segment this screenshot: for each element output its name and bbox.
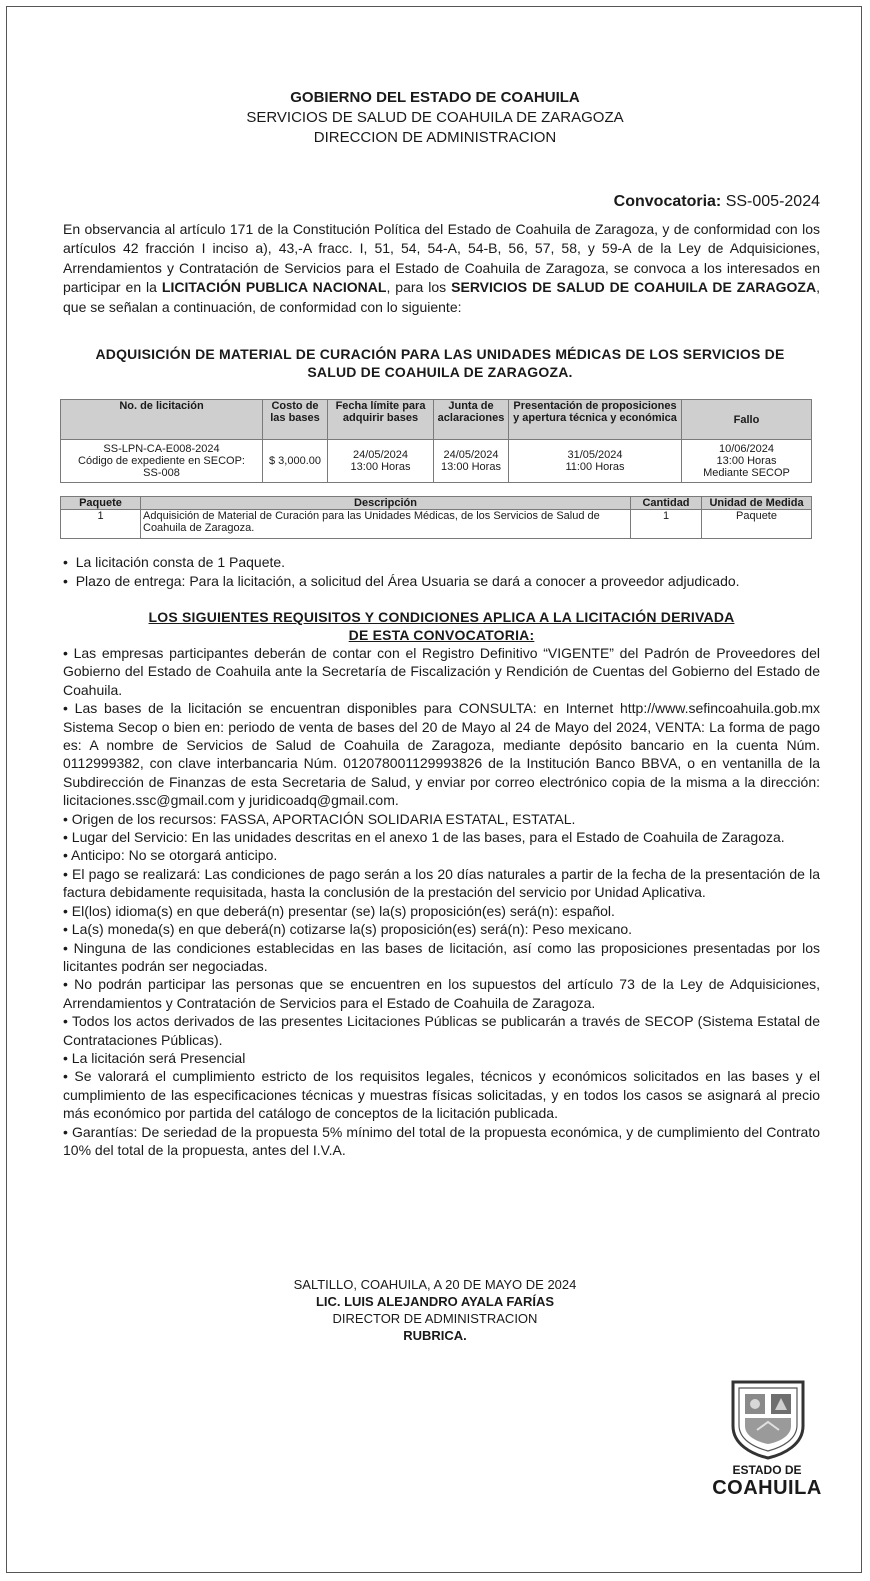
col-fallo: Fallo	[682, 400, 812, 440]
header-health-services: SERVICIOS DE SALUD DE COAHUILA DE ZARAGOZA	[246, 109, 624, 126]
signature-block	[0, 1276, 870, 1344]
col-presentacion: Presentación de proposiciones y apertura técnica y económica	[509, 400, 682, 440]
licitacion-number: SS-LPN-CA-E008-2024	[103, 443, 220, 455]
header-administration: DIRECCION DE ADMINISTRACION	[313, 129, 557, 146]
convocatoria	[614, 193, 820, 211]
signature-rubrica: RUBRICA.	[403, 1328, 467, 1343]
signature-position: DIRECTOR DE ADMINISTRACION	[332, 1311, 538, 1326]
signature-name: LIC. LUIS ALEJANDRO AYALA FARÍAS	[315, 1294, 555, 1309]
list-item: • No podrán participar las personas que se encuentren en los supuestos del artículo 73 de la Ley de Adquisiciones, Arrendamientos y Contratación de Servicios para el Estado de Coahuila de Zaragoza.	[63, 976, 820, 1011]
intro-text-1: En observancia al artículo 171 de la Constitución Política del Estado de Coahuila de Zaragoza, y de conformidad con los artículos 42 fracción I inciso a), 43,-A fracc. I, 51, 54, 54-A, 54-B, 56, 57, 58, y 59-A de la Ley de Adquisiciones, Arrendamientos y Contratación de Servicios para el Estado de Coahuila de Zaragoza, se convoca a los interesados en participar en la	[63, 221, 820, 296]
convocatoria-number: SS-005-2024	[725, 193, 820, 210]
table-row	[61, 510, 812, 539]
list-item: • Todos los actos derivados de las presentes Licitaciones Públicas se publicarán a través de SECOP (Sistema Estatal de Contrataciones Públicas).	[63, 1013, 820, 1048]
list-item: • Ninguna de las condiciones establecidas en las bases de licitación, así como las proposiciones presentadas por los licitantes podrán ser negociadas.	[63, 939, 820, 974]
col-descripcion: Descripción	[141, 497, 631, 510]
list-item: • La licitación consta de 1 Paquete.	[63, 554, 286, 570]
bullet-text: La licitación consta de 1 Paquete.	[75, 554, 286, 570]
col-cantidad: Cantidad	[631, 497, 702, 510]
table-header-row	[61, 400, 812, 440]
junta-date: 24/05/2024	[443, 449, 499, 461]
list-item: • Lugar del Servicio: En las unidades descritas en el anexo 1 de las bases, para el Estado de Coahuila de Zaragoza.	[63, 829, 785, 846]
cell-presentacion	[509, 440, 682, 483]
cell-junta	[434, 440, 509, 483]
logo-text-line-2: COAHUILA	[712, 1477, 822, 1499]
cell-fecha	[328, 440, 434, 483]
list-item: • Garantías: De seriedad de la propuesta 5% mínimo del total de la propuesta económica, y de cumplimiento del Contrato 10% del total de la propuesta, antes del I.V.A.	[63, 1123, 820, 1158]
cell-unidad: Paquete	[702, 510, 812, 539]
bullet-text: Plazo de entrega: Para la licitación, a solicitud del Área Usuaria se dará a conocer a proveedor adjudicado.	[75, 573, 740, 590]
intro-bold-services: SERVICIOS DE SALUD DE COAHUILA DE ZARAGOZA	[451, 279, 817, 296]
list-item: • El(los) idioma(s) en que deberá(n) presentar (se) la(s) proposición(es) será(n): español.	[63, 902, 615, 919]
convocatoria-label: Convocatoria:	[613, 193, 722, 210]
package-table	[60, 496, 812, 539]
requirements-title-line-2: DE ESTA CONVOCATORIA:	[348, 627, 535, 643]
licitacion-secop-label: Código de expediente en SECOP:	[78, 455, 245, 467]
cell-costo: $ 3,000.00	[263, 440, 328, 483]
coat-of-arms-seal-icon	[727, 1378, 809, 1460]
junta-time: 13:00 Horas	[441, 461, 501, 473]
list-item: • Las bases de la licitación se encuentran disponibles para CONSULTA: en Internet http://www.sefincoahuila.gob.mx Sistema Secop o bien en: periodo de venta de bases del 20 de Mayo al 24 de Mayo del 2024, VENTA: La forma de pago es: A nombre de Servicios de Salud de Coahuila de Zaragoza, mediante depósito bancario en la cuenta Núm. 0112999382, con clave interbancaria Núm. 012078001129993826 de la Institución Banco BBVA, o en ventanilla de la Subdirección de Finanzas de esta Secretaria de Salud, y enviar por correo electrónico copia de la misma a la dirección: licitaciones.ssc@gmail.com y juridicoadq@gmail.com.	[63, 700, 820, 809]
table-header-row	[61, 497, 812, 510]
intro-text-3: , que se señalan a continuación, de conformidad con lo siguiente:	[63, 279, 820, 315]
fallo-place: Mediante SECOP	[703, 467, 790, 479]
list-item: • La licitación será Presencial	[63, 1049, 246, 1066]
cell-cantidad: 1	[631, 510, 702, 539]
package-bullets	[63, 553, 820, 592]
intro-paragraph	[63, 220, 820, 317]
col-junta: Junta de aclaraciones	[434, 400, 509, 440]
tender-schedule-table	[60, 399, 812, 483]
logo-text-line-1: ESTADO DE	[732, 1463, 802, 1477]
cell-descripcion: Adquisición de Material de Curación para las Unidades Médicas, de los Servicios de Salud de Coahuila de Zaragoza.	[141, 510, 631, 539]
col-unidad: Unidad de Medida	[702, 497, 812, 510]
cell-licitacion	[61, 440, 263, 483]
requirements-title	[63, 608, 820, 644]
list-item: • La(s) moneda(s) en que deberá(n) cotizarse la(s) proposición(es) será(n): Peso mexicano.	[63, 921, 633, 938]
fecha-time: 13:00 Horas	[350, 461, 411, 473]
requirements-title-line-1: LOS SIGUIENTES REQUISITOS Y CONDICIONES APLICA A LA LICITACIÓN DERIVADA	[148, 609, 735, 625]
subject-title: ADQUISICIÓN DE MATERIAL DE CURACIÓN PARA LAS UNIDADES MÉDICAS DE LOS SERVICIOS DE SALUD DE COAHUILA DE ZARAGOZA.	[95, 346, 785, 380]
fallo-date: 10/06/2024	[718, 443, 775, 455]
presentacion-date: 31/05/2024	[567, 449, 623, 461]
licitacion-secop-code: SS-008	[143, 467, 180, 479]
presentacion-time: 11:00 Horas	[565, 461, 625, 473]
col-paquete: Paquete	[61, 497, 141, 510]
list-item: • Plazo de entrega: Para la licitación, a solicitud del Área Usuaria se dará a conocer a proveedor adjudicado.	[63, 573, 740, 590]
list-item: • El pago se realizará: Las condiciones de pago serán a los 20 días naturales a partir de la fecha de la presentación de la factura debidamente requisitada, hasta la conclusión de la prestación del servicio por Unidad Aplicativa.	[63, 865, 820, 901]
requirements-list	[63, 644, 820, 1159]
intro-text-2: , para los	[386, 279, 452, 296]
table-row	[61, 440, 812, 483]
intro-bold-licitacion: LICITACIÓN PUBLICA NACIONAL	[161, 279, 387, 296]
fallo-time: 13:00 Horas	[716, 455, 777, 467]
col-fecha: Fecha límite para adquirir bases	[328, 400, 434, 440]
header-government: GOBIERNO DEL ESTADO DE COAHUILA	[290, 89, 580, 106]
list-item: • Origen de los recursos: FASSA, APORTACIÓN SOLIDARIA ESTATAL, ESTATAL.	[63, 810, 576, 827]
cell-paquete: 1	[61, 510, 141, 539]
list-item: • Se valorará el cumplimiento estricto de los requisitos legales, técnicos y económicos solicitados en las bases y el cumplimiento de las especificaciones técnicas y muestras físicas solicitadas, y en todos los casos se asignará al precio más económico por partida del catálogo de conceptos de la licitación publicada.	[63, 1068, 820, 1122]
signature-place-date: SALTILLO, COAHUILA, A 20 DE MAYO DE 2024	[293, 1277, 577, 1292]
list-item: • Anticipo: No se otorgará anticipo.	[63, 847, 278, 864]
col-costo: Costo de las bases	[263, 400, 328, 440]
cell-fallo	[682, 440, 812, 483]
col-licitacion: No. de licitación	[61, 400, 263, 440]
fecha-date: 24/05/2024	[352, 449, 409, 461]
header	[0, 88, 870, 148]
list-item: • Las empresas participantes deberán de contar con el Registro Definitivo “VIGENTE” del Padrón de Proveedores del Gobierno del Estado de Coahuila ante la Secretaría de Fiscalización y Rendición de Cuentas del Gobierno del Estado de Coahuila.	[63, 645, 820, 698]
